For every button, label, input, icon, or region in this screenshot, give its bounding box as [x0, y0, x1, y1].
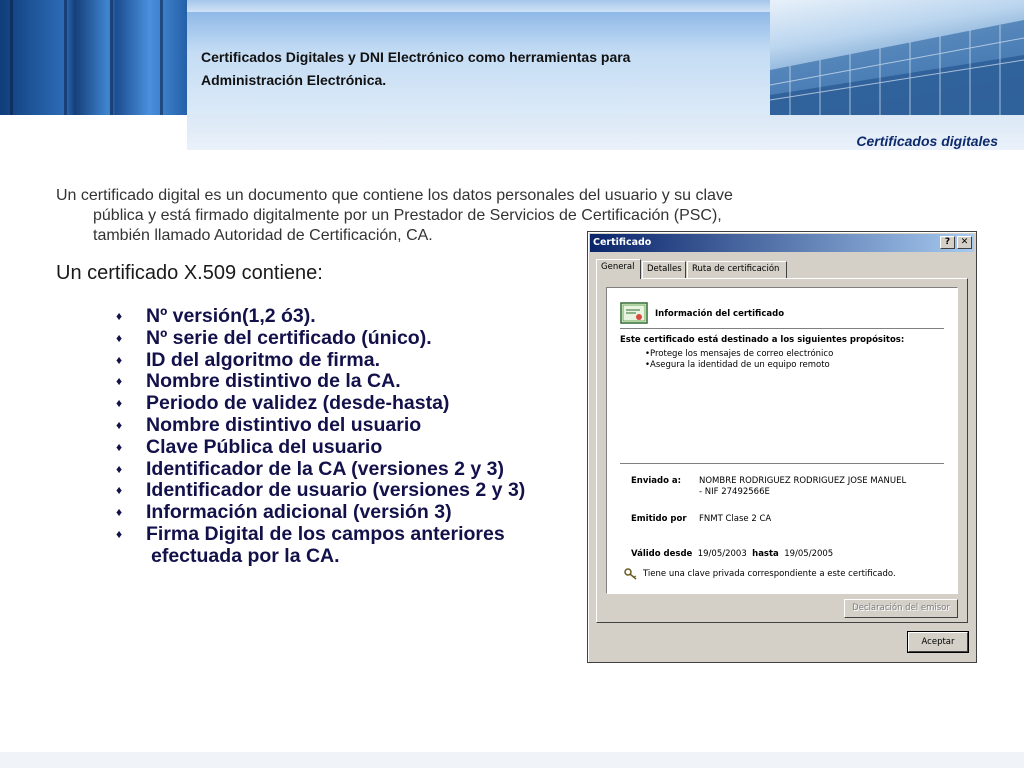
issued-to-label: Enviado a: [631, 476, 682, 486]
list-item: ♦ Identificador de usuario (versiones 2 y 3) [116, 479, 526, 502]
intro-line: Un certificado digital es un documento que contiene los datos personales del usuario y su clave [56, 187, 733, 204]
diamond-bullet-icon: ♦ [116, 396, 123, 411]
footer-band [0, 752, 1024, 768]
issued-by-label: Emitido por [631, 514, 687, 524]
help-button[interactable]: ? [940, 236, 955, 249]
list-item: ♦ Nº versión(1,2 ó3). [116, 305, 316, 327]
purpose-list [645, 349, 833, 371]
close-button[interactable]: ✕ [957, 236, 972, 249]
list-item-continuation: efectuada por la CA. [151, 544, 340, 567]
list-item: ♦ Nº serie del certificado (único). [116, 326, 432, 349]
diamond-bullet-icon: ♦ [116, 352, 123, 367]
tab-panel-general [596, 278, 968, 623]
list-item: ♦ Nombre distintivo del usuario [116, 413, 422, 436]
issuer-statement-button[interactable]: Declaración del emisor [844, 599, 958, 618]
tab-detalles[interactable]: Detalles [642, 261, 686, 278]
tab-ruta-certificacion[interactable]: Ruta de certificación [687, 261, 787, 278]
divider [620, 463, 944, 465]
slide-header [0, 0, 1024, 115]
tab-general[interactable]: General [596, 259, 641, 279]
diamond-bullet-icon: ♦ [116, 374, 123, 389]
intro-line: pública y está firmado digitalmente por un Prestador de Servicios de Certificación (PSC), [93, 207, 722, 224]
list-item: •Protege los mensajes de correo electrónico [645, 349, 834, 359]
x509-field-list [116, 306, 525, 568]
certificate-icon [620, 302, 648, 324]
list-item: ♦ ID del algoritmo de firma. [116, 348, 381, 371]
key-icon [624, 568, 638, 580]
presentation-title: Certificados Digitales y DNI Electrónico como herramientas para Administración Electrónica. [201, 49, 631, 88]
diamond-bullet-icon: ♦ [116, 526, 123, 541]
list-item: ♦ Identificador de la CA (versiones 2 y 3) [116, 457, 504, 480]
issued-to-value-nif: - NIF 27492566E [699, 487, 770, 497]
intro-line: también llamado Autoridad de Certificación, CA. [93, 227, 433, 244]
diamond-bullet-icon: ♦ [116, 483, 123, 498]
list-item: •Asegura la identidad de un equipo remoto [645, 360, 830, 370]
private-key-note: Tiene una clave privada correspondiente a este certificado. [643, 569, 896, 579]
validity-row: Válido desde 19/05/2003 hasta 19/05/2005 [631, 549, 834, 559]
certificate-info-box [606, 287, 958, 594]
info-title: Información del certificado [655, 309, 785, 319]
diamond-bullet-icon: ♦ [116, 330, 123, 345]
diamond-bullet-icon: ♦ [116, 439, 123, 454]
list-item: ♦ Periodo de validez (desde-hasta) [116, 392, 450, 415]
list-item: ♦ Clave Pública del usuario [116, 435, 383, 458]
dialog-titlebar[interactable] [590, 234, 974, 252]
list-item: ♦ Nombre distintivo de la CA. [116, 370, 401, 393]
diamond-bullet-icon: ♦ [116, 417, 123, 432]
purpose-heading: Este certificado está destinado a los siguientes propósitos: [620, 335, 905, 345]
issued-to-value: NOMBRE RODRIGUEZ RODRIGUEZ JOSE MANUEL [699, 476, 907, 486]
divider [620, 328, 944, 330]
section-title: Certificados digitales [856, 133, 998, 149]
diamond-bullet-icon: ♦ [116, 309, 123, 323]
accept-button[interactable]: Aceptar [908, 632, 968, 652]
certificate-dialog [587, 231, 977, 663]
list-item: ♦ Firma Digital de los campos anteriores [116, 522, 505, 545]
diamond-bullet-icon: ♦ [116, 461, 123, 476]
list-item: ♦ Información adicional (versión 3) [116, 501, 452, 524]
header-building-image [770, 0, 1024, 115]
dialog-title: Certificado [593, 237, 652, 248]
x509-heading: Un certificado X.509 contiene: [56, 262, 323, 284]
header-left-decoration [0, 0, 187, 115]
issued-by-value: FNMT Clase 2 CA [699, 514, 772, 524]
diamond-bullet-icon: ♦ [116, 505, 123, 520]
